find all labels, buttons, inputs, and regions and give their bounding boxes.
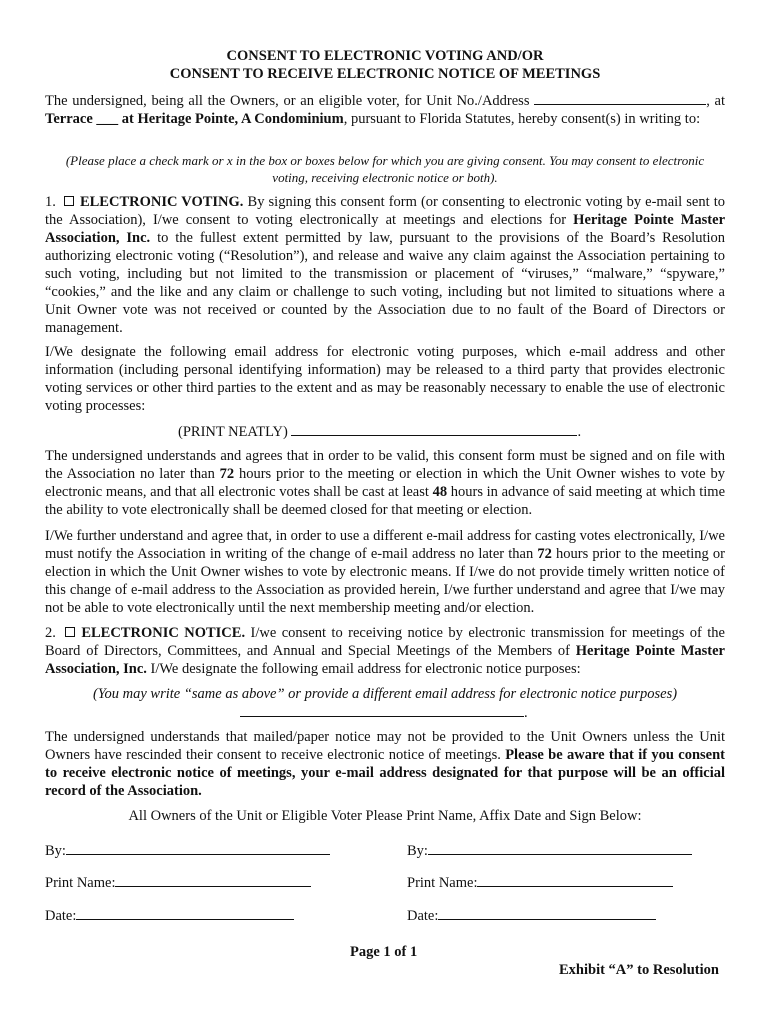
hours-72: 72 <box>219 466 235 482</box>
date-blank-left[interactable] <box>76 906 294 920</box>
same-as-above-note: (You may write “same as above” or provide a different email address for electronic notice purposes) <box>92 686 678 702</box>
print-name-blank-right[interactable] <box>477 873 673 887</box>
voting-checkbox[interactable] <box>64 196 74 206</box>
understands-paragraph <box>45 447 725 519</box>
notice-number: 2. <box>45 625 56 641</box>
notice-checkbox[interactable] <box>65 627 75 637</box>
voting-paragraph <box>45 193 725 337</box>
title-line-2: CONSENT TO RECEIVE ELECTRONIC NOTICE OF MEETINGS <box>169 66 601 82</box>
terrace-name: Terrace ___ at Heritage Pointe, A Condominium <box>45 111 344 127</box>
intro-text: The undersigned, being all the Owners, or an eligible voter, for Unit No./Address <box>45 93 530 109</box>
paper-notice-warning: Please be aware that if you consent to receive electronic notice of meetings, your e-mail address designated for that purpose will be an official record of the Association. <box>45 747 725 799</box>
intro-comma: , <box>706 93 710 109</box>
notice-email-blank[interactable] <box>240 703 524 717</box>
print-neatly-label: (PRINT NEATLY) <box>178 424 288 440</box>
print-name-label-left: Print Name: <box>45 875 116 891</box>
print-name-blank-left[interactable] <box>115 873 311 887</box>
understands-text-3: hours in advance of said meeting at which time the ability to vote electronically shall be deemed closed for that meeting or election. <box>45 484 725 518</box>
notice-text-cont: I/We designate the following email address for electronic notice purposes: <box>146 661 581 677</box>
all-owners-line: All Owners of the Unit or Eligible Voter Please Print Name, Affix Date and Sign Below: <box>128 808 642 824</box>
date-label-left: Date: <box>45 908 77 924</box>
print-name-label-right: Print Name: <box>407 875 478 891</box>
notice-paragraph <box>45 624 725 678</box>
print-name-row-right <box>407 873 673 892</box>
instructions-note: (Please place a check mark or x in the box or boxes below for which you are giving consent. You may consent to electronic voting, receiving electronic notice or both). <box>65 153 705 185</box>
understands-text: The undersigned understands and agrees that in order to be valid, this consent form must be signed and on file with the Association no later than <box>45 448 725 482</box>
notice-association-name: Heritage Pointe Master Association, Inc. <box>45 643 725 677</box>
voting-heading: ELECTRONIC VOTING. <box>79 194 244 210</box>
further-text-2: hours prior to the meeting or election in which the Unit Owner wishes to vote by electronic means. If I/we do not provide timely written notice of this change of e-mail address to the Association as provided herein, I/we further understand and agree that I/we may not be able to vote electronically until the next membership meeting and/or election. <box>45 546 725 616</box>
designate-paragraph: I/We designate the following email address for electronic voting purposes, which e-mail address and other information (including personal identifying information) may be released to a third party that provides electronic voting services or other third parties to the extent and as may be reasonably necessary to enable the use of electronic voting processes: <box>45 344 725 414</box>
voting-association-name: Heritage Pointe Master Association, Inc. <box>45 212 725 246</box>
title-line-1: CONSENT TO ELECTRONIC VOTING AND/OR <box>226 48 544 64</box>
form-title <box>45 47 725 83</box>
paper-notice-text: The undersigned understands that mailed/paper notice may not be provided to the Unit Owners unless the Unit Owners have rescinded their consent to receive electronic notice of meetings. <box>45 729 725 763</box>
intro-paragraph <box>45 91 725 128</box>
voting-text: By signing this consent form (or consenting to electronic voting by e-mail sent to the Association), I/we consent to voting electronically at meetings and elections for <box>45 194 726 228</box>
by-label-right: By: <box>407 843 428 859</box>
date-blank-right[interactable] <box>438 906 656 920</box>
signature-blank-left[interactable] <box>66 841 330 855</box>
understands-text-2: hours prior to the meeting or election in which the Unit Owner wishes to vote by electronic means, and that all electronic votes shall be cast at least <box>45 466 725 500</box>
voting-email-blank[interactable] <box>291 422 577 436</box>
further-paragraph <box>45 527 725 617</box>
by-row-right <box>407 841 692 860</box>
unit-address-blank[interactable] <box>534 91 706 105</box>
further-hours-72: 72 <box>537 546 552 562</box>
further-text: I/We further understand and agree that, in order to use a different e-mail address for casting votes electronically, I/we must notify the Association in writing of the change of e-mail address no later than <box>45 528 725 562</box>
date-row-left <box>45 906 294 925</box>
notice-heading: ELECTRONIC NOTICE. <box>81 625 246 641</box>
by-row-left <box>45 841 330 860</box>
date-row-right <box>407 906 656 925</box>
notice-text: I/we consent to receiving notice by electronic transmission for meetings of the Board of Directors, Committees, and Annual and Special Meetings of the Members of <box>45 625 725 659</box>
exhibit-label: Exhibit “A” to Resolution <box>559 962 719 978</box>
paper-notice-paragraph <box>45 728 725 800</box>
voting-text-cont: to the fullest extent permitted by law, pursuant to the provisions of the Board’s Resolution authorizing electronic voting (“Resolution”), and release and waive any claim against the Association pertaining to such voting, including but not limited to the transmission or placement of “viruses,” “malware,” “spyware,” “cookies,” and the like and any claim or challenge to such voting, including but not limited to situations where a Unit Owner vote was not received or counted by the Association due to no fault of the Board of Directors or management. <box>45 230 725 336</box>
notice-email-row: . <box>240 703 528 722</box>
voting-number: 1. <box>45 194 56 210</box>
print-name-row-left <box>45 873 311 892</box>
signature-blank-right[interactable] <box>428 841 692 855</box>
intro-at: at <box>714 93 725 109</box>
hours-48: 48 <box>432 484 448 500</box>
date-label-right: Date: <box>407 908 439 924</box>
by-label-left: By: <box>45 843 66 859</box>
intro-text-end: , pursuant to Florida Statutes, hereby consent(s) in writing to: <box>343 111 701 127</box>
print-neatly-row: (PRINT NEATLY) . <box>178 424 582 440</box>
page-number: Page 1 of 1 <box>350 944 418 960</box>
